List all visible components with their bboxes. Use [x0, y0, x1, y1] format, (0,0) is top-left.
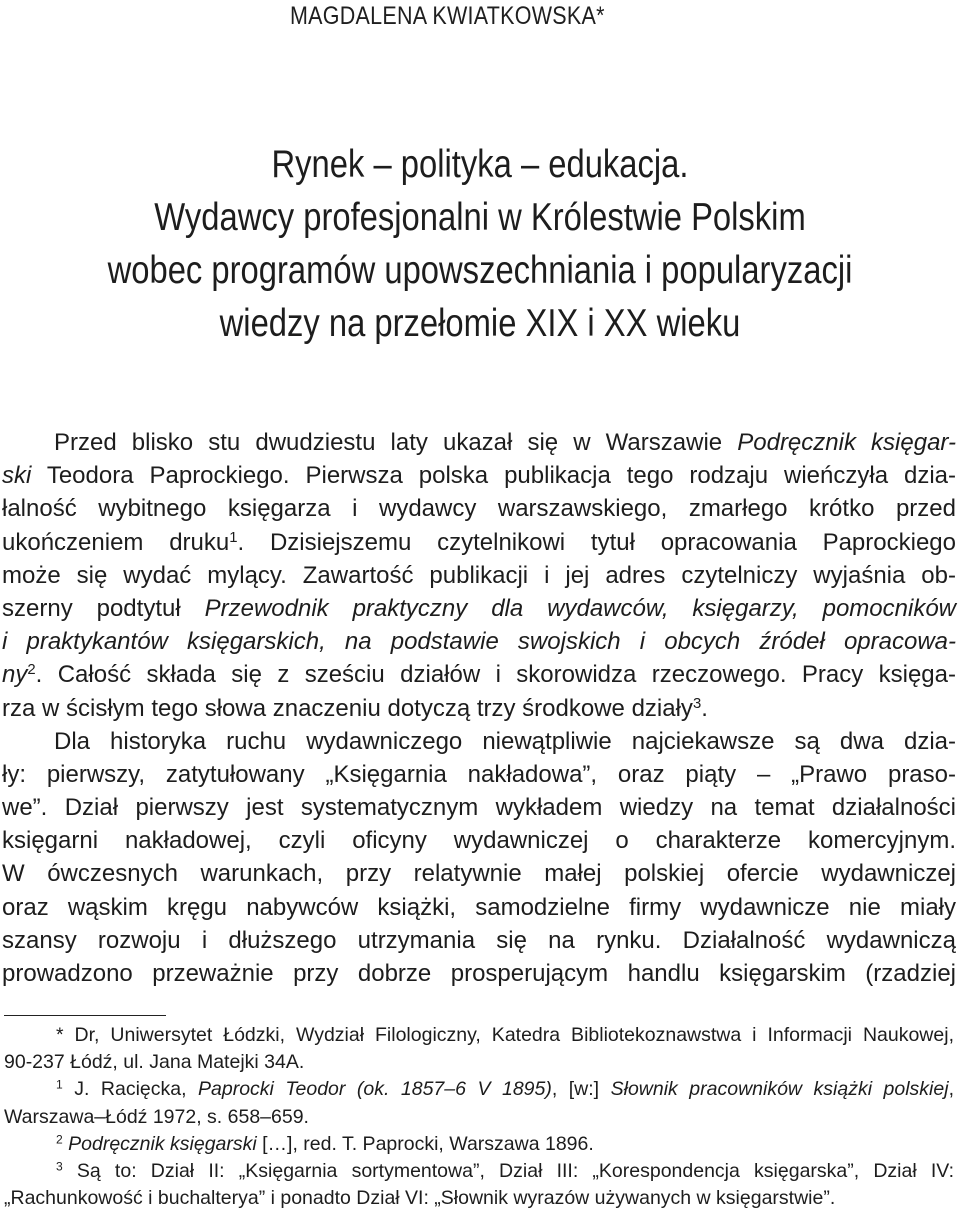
body-line: $ny^2$. Całość składa się z sześciu działów i skorowidza rzeczowego. Pracy księga-: [2, 661, 956, 689]
footnote-author: * Dr, Uniwersytet Łódzki, Wydział Filologiczny, Katedra Bibliotekoznawstwa i Informacji Naukowej,: [56, 1024, 954, 1046]
body-line: łalność wybitnego księgarza i wydawcy warszawskiego, zmarłego krótko przed: [2, 495, 956, 523]
footnote-1: $^1$ J. Racięcka, Paprocki Teodor (ok. 1857–6 V 1895), [w:] Słownik pracowników książki polskiej,: [56, 1077, 954, 1101]
title-line-1: Rynek – polityka – edukacja.: [271, 143, 689, 186]
footnote-3-cont: „Rachunkowość i buchalterya” i ponadto Dział VI: „Słownik wyrazów używanych w księgarstwie”.: [4, 1187, 836, 1210]
body-line: rza w ścisłym tego słowa znaczeniu dotyczą trzy środkowe działy$^3$.: [2, 694, 708, 722]
body-line: i praktykantów księgarskich, na podstawie swojskich i obcych źródeł opracowa-: [2, 628, 956, 656]
footnote-3: $^3$ Są to: Dział II: „Księgarnia sortymentowa”, Dział III: „Korespondencja księgarska”, Dział IV:: [56, 1159, 954, 1182]
footnote-ref: 1: [229, 529, 238, 546]
footnote-separator: [4, 1015, 166, 1016]
footnote-2: $^2$ Podręcznik księgarski […], red. T. Paprocki, Warszawa 1896.: [56, 1132, 594, 1155]
body-line: prowadzono przeważnie przy dobrze prosperującym handlu księgarskim (rzadziej: [2, 960, 956, 987]
body-line: Dla historyka ruchu wydawniczego niewątpliwie najciekawsze są dwa dzia-: [54, 727, 956, 755]
body-line: ukończeniem druku$^1$. Dzisiejszemu czytelnikowi tytuł opracowania Paprockiego: [2, 528, 956, 556]
footnotes: [4, 1022, 954, 1212]
footnote-author-cont: 90-237 Łódź, ul. Jana Matejki 34A.: [4, 1051, 305, 1074]
body-line: szansy rozwoju i dłuższego utrzymania się na rynku. Działalność wydawniczą: [2, 926, 956, 954]
body-line: księgarni nakładowej, czyli oficyny wydawniczej o charakterze komercyjnym.: [2, 827, 956, 855]
author-name: MAGDALENA KWIATKOWSKA*: [290, 2, 605, 30]
article-body: [2, 426, 956, 990]
body-line: szerny podtytuł Przewodnik praktyczny dla wydawców, księgarzy, pomocników: [2, 594, 956, 622]
body-line: może się wydać mylący. Zawartość publikacji i jej adres czytelniczy wyjaśnia ob-: [2, 561, 956, 589]
body-line: ły: pierwszy, zatytułowany „Księgarnia nakładowa”, oraz piąty – „Prawo praso-: [2, 760, 956, 788]
footnote-ref: 3: [692, 695, 702, 712]
body-line: Przed blisko stu dwudziestu laty ukazał się w Warszawie Podręcznik księgar-: [54, 429, 956, 456]
body-line: ski Teodora Paprockiego. Pierwsza polska publikacja tego rodzaju wieńczyła dzia-: [2, 462, 956, 490]
footnote-1-cont: Warszawa–Łódź 1972, s. 658–659.: [4, 1105, 309, 1128]
body-line: we”. Dział pierwszy jest systematycznym wykładem wiedzy na temat działalności: [2, 794, 956, 822]
title-line-2: Wydawcy profesjonalni w Królestwie Polskim: [154, 196, 806, 239]
body-line: oraz wąskim kręgu nabywców książki, samodzielne firmy wydawnicze nie miały: [2, 893, 956, 921]
article-title: [0, 138, 960, 350]
title-line-3: wobec programów upowszechniania i popularyzacji: [107, 249, 853, 292]
body-line: W ówczesnych warunkach, przy relatywnie małej polskiej ofercie wydawniczej: [2, 860, 956, 888]
title-line-4: wiedzy na przełomie XIX i XX wieku: [219, 302, 741, 345]
footnote-ref: 2: [27, 662, 36, 679]
